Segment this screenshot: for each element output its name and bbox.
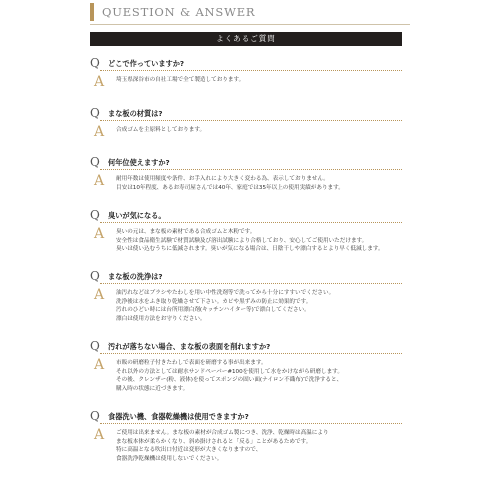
- faq-item: [90, 208, 402, 254]
- question-underline: [100, 70, 402, 71]
- answer-row: [90, 173, 402, 192]
- question-text: 食器洗い機、食器乾燥機は使用できますか?: [108, 412, 249, 421]
- faq-item: [90, 339, 402, 393]
- answer-line: 埼玉県深谷市の自社工場で全て製造しております。: [116, 77, 245, 83]
- answer-mark-icon: A: [94, 74, 105, 90]
- answer-text: [116, 173, 402, 192]
- answer-row: [90, 287, 402, 323]
- answer-line: 油汚れなどはブラシやたわしを用い中性洗剤等で洗ってから十分にすすいでください。: [116, 290, 335, 296]
- faq-item: [90, 56, 402, 90]
- faq-item: [90, 409, 402, 463]
- answer-line: 食器洗浄乾燥機は使用しないでください。: [116, 455, 223, 462]
- question-mark-icon: Q: [90, 106, 100, 120]
- answer-line: 購入時の状態に近づきます。: [116, 385, 189, 392]
- question-row: [90, 106, 402, 122]
- faq-banner: よくあるご質問: [90, 32, 402, 46]
- question-underline: [100, 353, 402, 354]
- answer-line: 洗浄後は水をふき取り乾燥させて下さい。カビや黒ずみの防止に効果的です。: [116, 298, 312, 305]
- answer-line: 目安は10年程度、あるお寿司屋さんでは40年、家庭では35年以上の使用実績があります。: [116, 184, 344, 191]
- answer-text: [116, 287, 402, 323]
- answer-text: [116, 124, 402, 135]
- answer-line: 耐用年数は使用頻度や条件、お手入れにより大きく変わる為、表示しておりません。: [116, 176, 329, 182]
- question-row: [90, 409, 402, 425]
- answer-line: 漂白は使用方法をお守りください。: [116, 315, 206, 322]
- question-mark-icon: Q: [90, 339, 100, 353]
- answer-mark-icon: A: [94, 427, 105, 443]
- question-text: 臭いが気になる。: [108, 211, 166, 220]
- question-mark-icon: Q: [90, 155, 100, 169]
- question-text: 何年位使えますか?: [108, 158, 170, 167]
- answer-mark-icon: A: [94, 226, 105, 242]
- answer-text: [116, 226, 402, 254]
- answer-text: [116, 74, 402, 85]
- answer-line: 臭いの元は、まな板の素材である合成ゴムと木粉です。: [116, 229, 256, 235]
- answer-text: [116, 427, 402, 463]
- answer-mark-icon: A: [94, 124, 105, 140]
- answer-line: 市販の研磨粒子付きたわしで表面を研磨する事が出来ます。: [116, 360, 267, 366]
- page-header: [90, 0, 410, 26]
- answer-mark-icon: A: [94, 173, 105, 189]
- question-text: 汚れが落ちない場合、まな板の表面を削れますか?: [108, 342, 271, 351]
- answer-row: [90, 124, 402, 140]
- question-text: まな板の洗浄は?: [108, 272, 163, 281]
- faq-item: [90, 106, 402, 140]
- answer-row: [90, 357, 402, 393]
- question-row: [90, 155, 402, 171]
- answer-line: 安全性は食品衛生試験で材質試験及び溶出試験により合格しており、安心してご使用いただけます。: [116, 237, 368, 244]
- question-text: まな板の材質は?: [108, 109, 163, 118]
- answer-line: 特に高温となる吹出口付近は変形が大きくなりますので、: [116, 447, 262, 454]
- question-underline: [100, 423, 402, 424]
- question-underline: [100, 120, 402, 121]
- question-text: どこで作っていますか?: [108, 59, 185, 68]
- answer-line: それ以外の方法としては耐水サンドペーパー#100を使用して水をかけながら研磨します。: [116, 368, 343, 375]
- answer-line: まな板本体が柔らかくなり、斜め掛けされると「反る」ことがあるためです。: [116, 438, 312, 445]
- header-divider: [90, 24, 410, 25]
- question-row: [90, 269, 402, 285]
- question-underline: [100, 222, 402, 223]
- answer-line: 臭いは使い込むうちに低減されます。臭いが気になる場合は、日陰干しや漂白するとより早く低減します。: [116, 246, 384, 253]
- answer-mark-icon: A: [94, 287, 105, 303]
- answer-line: その後、クレンザー(粉、液体)を使ってスポンジの固い面(ナイロン不織布)で洗浄すると、: [116, 377, 343, 384]
- question-underline: [100, 169, 402, 170]
- question-row: [90, 56, 402, 72]
- question-mark-icon: Q: [90, 208, 100, 222]
- question-mark-icon: Q: [90, 56, 100, 70]
- answer-line: ご使用は出来ません。まな板の素材が合成ゴム製につき、洗浄、乾燥時は高温により: [116, 430, 329, 436]
- answer-text: [116, 357, 402, 393]
- question-mark-icon: Q: [90, 409, 100, 423]
- answer-line: 合成ゴムを主原料としております。: [116, 127, 206, 133]
- question-row: [90, 208, 402, 224]
- page-title: QUESTION & ANSWER: [102, 5, 256, 19]
- question-underline: [100, 283, 402, 284]
- faq-item: [90, 155, 402, 192]
- answer-row: [90, 74, 402, 90]
- answer-line: 汚れのひどい時には台所用漂白剤(キッチンハイター等)で漂白してください。: [116, 307, 310, 314]
- answer-mark-icon: A: [94, 357, 105, 373]
- answer-row: [90, 427, 402, 463]
- answer-row: [90, 226, 402, 254]
- faq-item: [90, 269, 402, 323]
- header-accent-bar: [90, 3, 94, 21]
- question-row: [90, 339, 402, 355]
- question-mark-icon: Q: [90, 269, 100, 283]
